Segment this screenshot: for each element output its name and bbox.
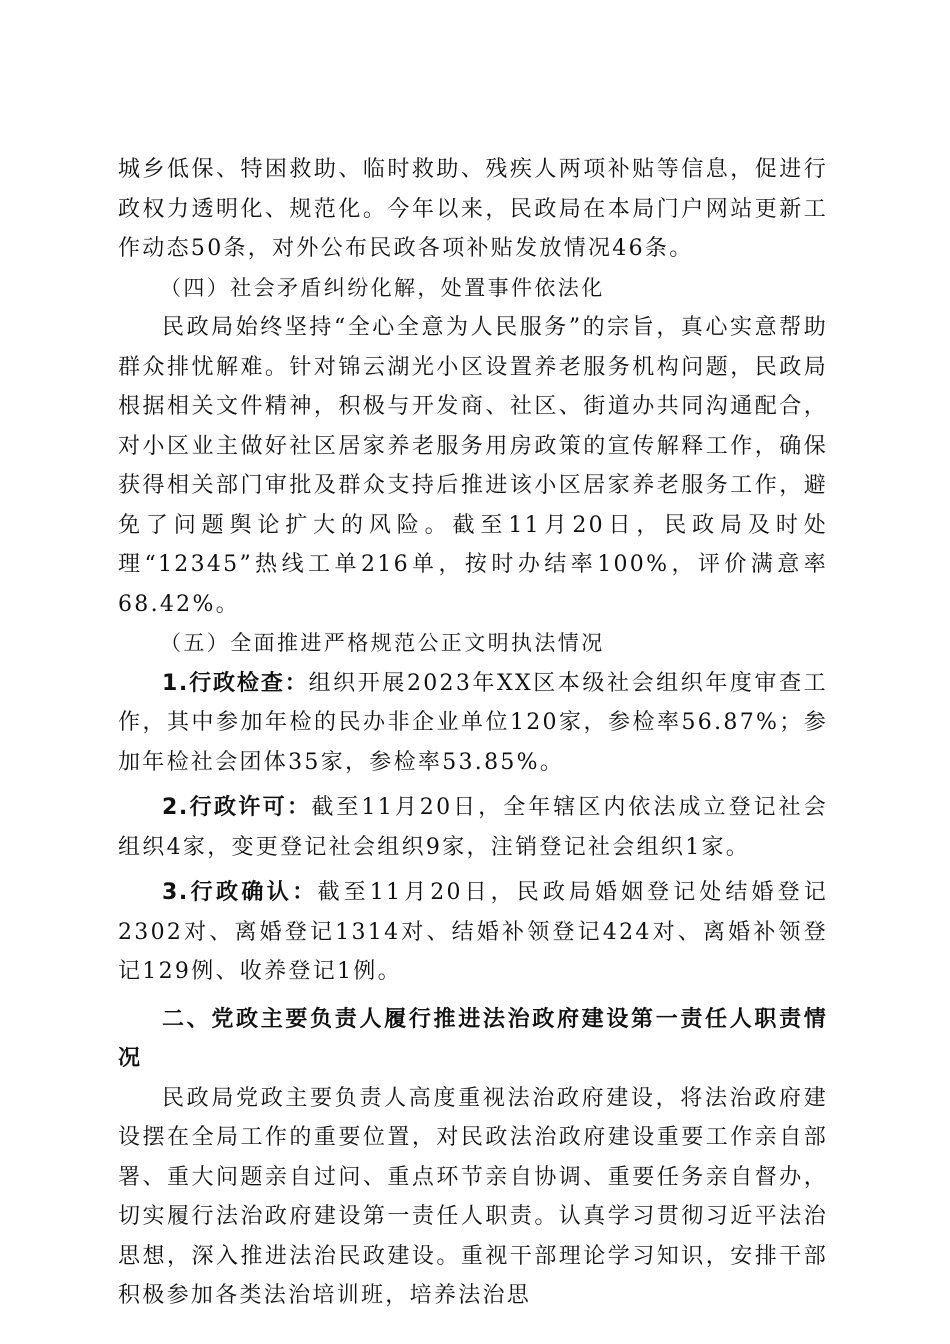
subheading-five: （五）全面推进严格规范公正文明执法情况 bbox=[160, 631, 605, 655]
item-text-inspection: 组织开展2023年XX区本级社会组织年度审查工作，其中参加年检的民办非企业单位120家，参检率56.87%；参加年检社会团体35家，参检率53.85%。 bbox=[118, 670, 828, 775]
item-text-license: 截至11月20日，全年辖区内依法成立登记社会组织4家，变更登记社会组织9家，注销登记社会组织1家。 bbox=[118, 795, 829, 860]
paragraph-dispute-resolution: 民政局始终坚持“全心全意为人民服务”的宗旨，真心实意帮助群众排忧解难。针对锦云湖光小区设置养老服务机构问题，民政局根据相关文件精神，积极与开发商、社区、街道办共同沟通配合，对小区业主做好社区居家养老服务用房政策的宣传解释工作，确保获得相关部门审批及群众支持后推进该小区居家养老服务工作，避免了问题舆论扩大的风险。截至11月20日，民政局及时处理“12345”热线工单216单，按时办结率100%，评价满意率68.42%。 bbox=[118, 315, 828, 617]
item-administrative-confirmation bbox=[118, 873, 828, 992]
item-administrative-inspection bbox=[118, 664, 828, 783]
paragraph-leadership-duty: 民政局党政主要负责人高度重视法治政府建设，将法治政府建设摆在全局工作的重要位置，对民政法治政府建设重要工作亲自部署、重大问题亲自过问、重点环节亲自协调、重要任务亲自督办，切实履行法治政府建设第一责任人职责。认真学习贯彻习近平法治思想，深入推进法治民政建设。重视干部理论学习知识，安排干部积极参加各类法治培训班，培养法治思 bbox=[118, 1085, 828, 1308]
subheading-four: （四）社会矛盾纠纷化解，处置事件依法化 bbox=[160, 275, 605, 300]
paragraph-continued: 城乡低保、特困救助、临时救助、残疾人两项补贴等信息，促进行政权力透明化、规范化。今年以来，民政局在本局门户网站更新工作动态50条，对外公布民政各项补贴发放情况46条。 bbox=[118, 157, 828, 261]
item-text-confirmation: 截至11月20日，民政局婚姻登记处结婚登记2302对、离婚登记1314对、结婚补领登记424对、离婚补领登记129例、收养登记1例。 bbox=[118, 880, 828, 984]
item-administrative-license bbox=[118, 788, 828, 867]
section-heading-two: 二、党政主要负责人履行推进法治政府建设第一责任人职责情况 bbox=[118, 1006, 828, 1071]
item-lead-confirmation: 3.行政确认： bbox=[162, 880, 318, 905]
item-lead-inspection: 1.行政检查： bbox=[162, 670, 309, 696]
document-body bbox=[118, 150, 828, 1316]
item-lead-license: 2.行政许可： bbox=[162, 795, 312, 820]
